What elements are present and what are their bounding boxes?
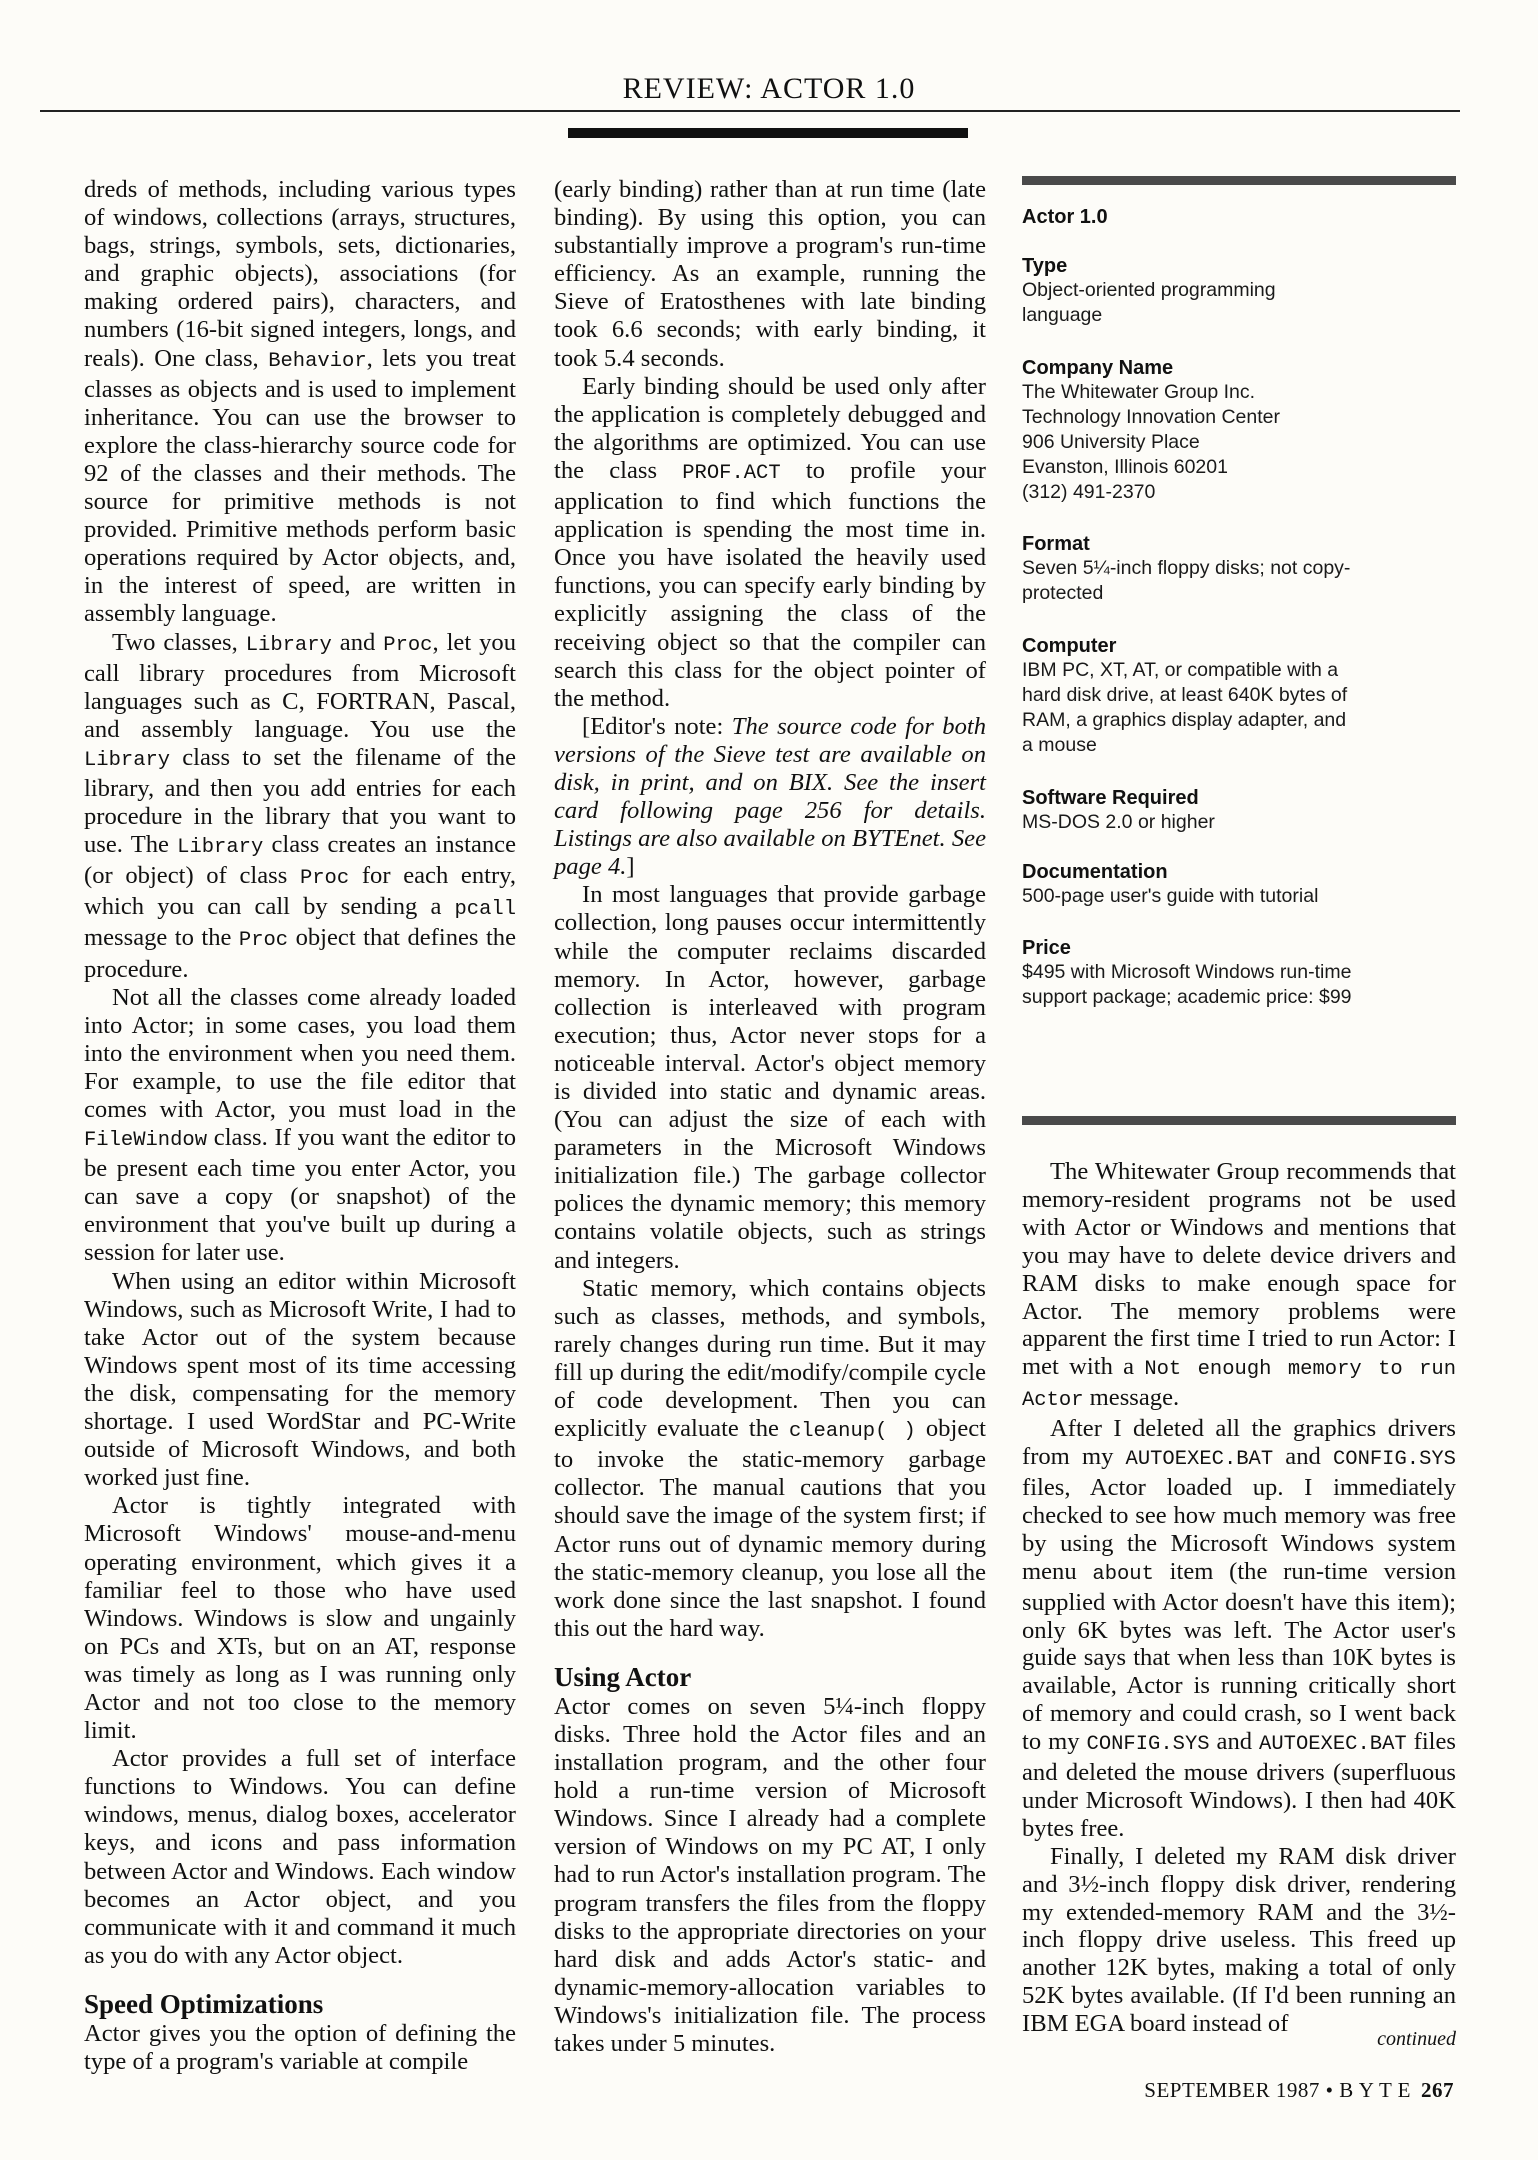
col3-paragraph-2: After I deleted all the graphics drivers from my AUTOEXEC.BAT and CONFIG.SYS files, Actor loaded up. I immediately checked to see how much memory was free by using the Microsoft Windows system menu about item (the run-time version supplied with Actor doesn't have this item); only 6K bytes was left. The Actor user's guide says that when less than 10K bytes is available, Actor is running critically short of memory and could crash, so I went back to my CONFIG.SYS and AUTOEXEC.BAT files and deleted the mouse drivers (superfluous under Microsoft Windows). I then had 40K bytes free. bbox=[1022, 1415, 1456, 1842]
sidebar-section-computer: Computer IBM PC, XT, AT, or compatible with a hard disk drive, at least 640K bytes of RAM, a graphics display adapter, and a mouse bbox=[1022, 635, 1348, 756]
col1-paragraph-7: Actor gives you the option of defining the type of a program's variable at compile bbox=[84, 2019, 516, 2075]
sidebar-section-documentation: Documentation 500-page user's guide with tutorial bbox=[1022, 861, 1319, 907]
col1-paragraph-5: Actor is tightly integrated with Microsoft Windows' mouse-and-menu operating environment, which gives it a familiar feel to those who have used Windows. Windows is slow and ungainly on PCs and XTs, but on an AT, response was timely as long as I was running only Actor and not too close to the memory limit. bbox=[84, 1492, 516, 1745]
col2-paragraph-4: In most languages that provide garbage collection, long pauses occur intermittently while the computer reclaims discarded memory. In Actor, however, garbage collection is interleaved with program execution; thus, Actor never stops for a noticeable interval. Actor's object memory is divided into static and dynamic areas. (You can adjust the size of each with parameters in the Microsoft Windows initialization file.) The garbage collector polices the dynamic memory; this memory contains volatile objects, such as strings and integers. bbox=[554, 881, 986, 1274]
sidebar-section-software: Software Required MS-DOS 2.0 or higher bbox=[1022, 787, 1215, 833]
column-3 bbox=[1022, 1158, 1456, 2038]
sidebar-bottom-bar bbox=[1022, 1116, 1456, 1125]
col2-paragraph-5: Static memory, which contains objects such as classes, methods, and symbols, rarely changes during run time. But it may fill up during the edit/modify/compile cycle of code development. Then you can explicitly evaluate the cleanup( ) object to invoke the static-memory garbage collector. The manual cautions that you should save the image of the system first; if Actor runs out of dynamic memory during the static-memory cleanup, you lose all the work done since the last snapshot. I found this out the hard way. bbox=[554, 1274, 986, 1642]
col1-paragraph-1: dreds of methods, including various types of windows, collections (arrays, structures, bags, strings, symbols, sets, dictionaries, and graphic objects), associations (for making ordered pairs), characters, and numbers (16-bit signed integers, longs, and reals). One class, Behavior, lets you treat classes as objects and is used to implement inheritance. You can use the browser to explore the class-hierarchy source code for 92 of the classes and their methods. The source for primitive methods is not provided. Primitive methods perform basic operations required by Actor objects, and, in the interest of speed, are written in assembly language. bbox=[84, 176, 517, 628]
sidebar-section-company: Company Name The Whitewater Group Inc. Technology Innovation Center 906 University Place Evanston, Illinois 60201 (312) 491-2370 bbox=[1022, 357, 1281, 503]
page-number: 267 bbox=[1421, 2078, 1454, 2102]
col2-paragraph-1: (early binding) rather than at run time (late binding). By using this option, you can substantially improve a program's run-time efficiency. As an example, running the Sieve of Eratosthenes with late binding took 6.6 seconds; with early binding, it took 5.4 seconds. bbox=[554, 176, 986, 372]
section-heading-speed-optimizations: Speed Optimizations bbox=[84, 1988, 324, 2019]
col3-paragraph-3: Finally, I deleted my RAM disk driver and 3½-inch floppy disk driver, rendering my extended-memory RAM and the 3½-inch floppy drive useless. This freed up another 12K bytes, making a total of only 52K bytes available. (If I'd been running an IBM EGA board instead of bbox=[1022, 1842, 1456, 2038]
running-header: REVIEW: ACTOR 1.0 bbox=[622, 72, 916, 105]
editors-note: [Editor's note: The source code for both versions of the Sieve test are available on disk, in print, and on BIX. See the insert card following page 256 for details. Listings are also available on BYTEnet. See page 4.] bbox=[554, 712, 986, 881]
sidebar-section-type: Type Object-oriented programming language bbox=[1022, 255, 1276, 326]
col1-paragraph-4: When using an editor within Microsoft Windows, such as Microsoft Write, I had to take Actor out of the system because Windows spent most of its time accessing the disk, compensating for the memory shortage. I used WordStar and PC-Write outside of Microsoft Windows, and both worked just fine. bbox=[84, 1267, 516, 1492]
sidebar-top-bar bbox=[1022, 176, 1456, 185]
sidebar-section-format: Format Seven 5¼-inch floppy disks; not copy- protected bbox=[1022, 533, 1351, 604]
col1-paragraph-2: Two classes, Library and Proc, let you call library procedures from Microsoft languages such as C, FORTRAN, Pascal, and assembly language. You use the Library class to set the filename of the library, and then you add entries for each procedure in the library that you want to use. The Library class creates an instance (or object) of class Proc for each entry, which you can call by sending a pcall message to the Proc object that defines the procedure. bbox=[84, 628, 517, 983]
sidebar-title: Actor 1.0 bbox=[1022, 206, 1108, 228]
header-rule bbox=[40, 110, 1460, 112]
col3-paragraph-1: The Whitewater Group recommends that memory-resident programs not be used with Actor or Windows and mentions that you may have to delete device drivers and RAM disks to make enough space for Actor. The memory problems were apparent the first time I tried to run Actor: I met with a Not enough memory to run Actor message. bbox=[1022, 1158, 1457, 1413]
column-2 bbox=[554, 176, 986, 2058]
footer-date: SEPTEMBER 1987 • B Y T E bbox=[1144, 2078, 1411, 2102]
col1-paragraph-3: Not all the classes come already loaded into Actor; in some cases, you load them into the environment when you need them. For example, to use the file editor that comes with Actor, you must load in the FileWindow class. If you want the editor to be present each time you enter Actor, you can save a copy (or snapshot) of the environment that you've built up during a session for later use. bbox=[84, 983, 516, 1267]
sidebar-section-price: Price $495 with Microsoft Windows run-time support package; academic price: $99 bbox=[1022, 937, 1352, 1008]
header-accent-bar bbox=[568, 128, 968, 138]
col1-paragraph-6: Actor provides a full set of interface functions to Windows. You can define windows, menus, dialog boxes, accelerator keys, and icons and pass information between Actor and Windows. Each window becomes an Actor object, and you communicate with it and command it much as you do with any Actor object. bbox=[84, 1745, 516, 1969]
continued-marker: continued bbox=[1377, 2028, 1456, 2050]
col2-paragraph-6: Actor comes on seven 5¼-inch floppy disks. Three hold the Actor files and an installation program, and the other four hold a run-time version of Microsoft Windows. Since I already had a complete version of Windows on my PC AT, I only had to run Actor's installation program. The program transfers the files from the floppy disks to the appropriate directories on your hard disk and adds Actor's static- and dynamic-memory-allocation variables to Windows's initialization file. The process takes under 5 minutes. bbox=[554, 1692, 986, 2057]
column-1 bbox=[84, 176, 516, 2076]
section-heading-using-actor: Using Actor bbox=[554, 1661, 692, 1692]
page-footer bbox=[1144, 2078, 1454, 2103]
col2-paragraph-2: Early binding should be used only after the application is completely debugged and the algorithms are optimized. You can use the class PROF.ACT to profile your application to find which functions the application is spending the most time in. Once you have isolated the heavily used functions, you can specify early binding by explicitly assigning the class of the receiving object so that the compiler can search this class for the object pointer of the method. bbox=[554, 372, 986, 712]
